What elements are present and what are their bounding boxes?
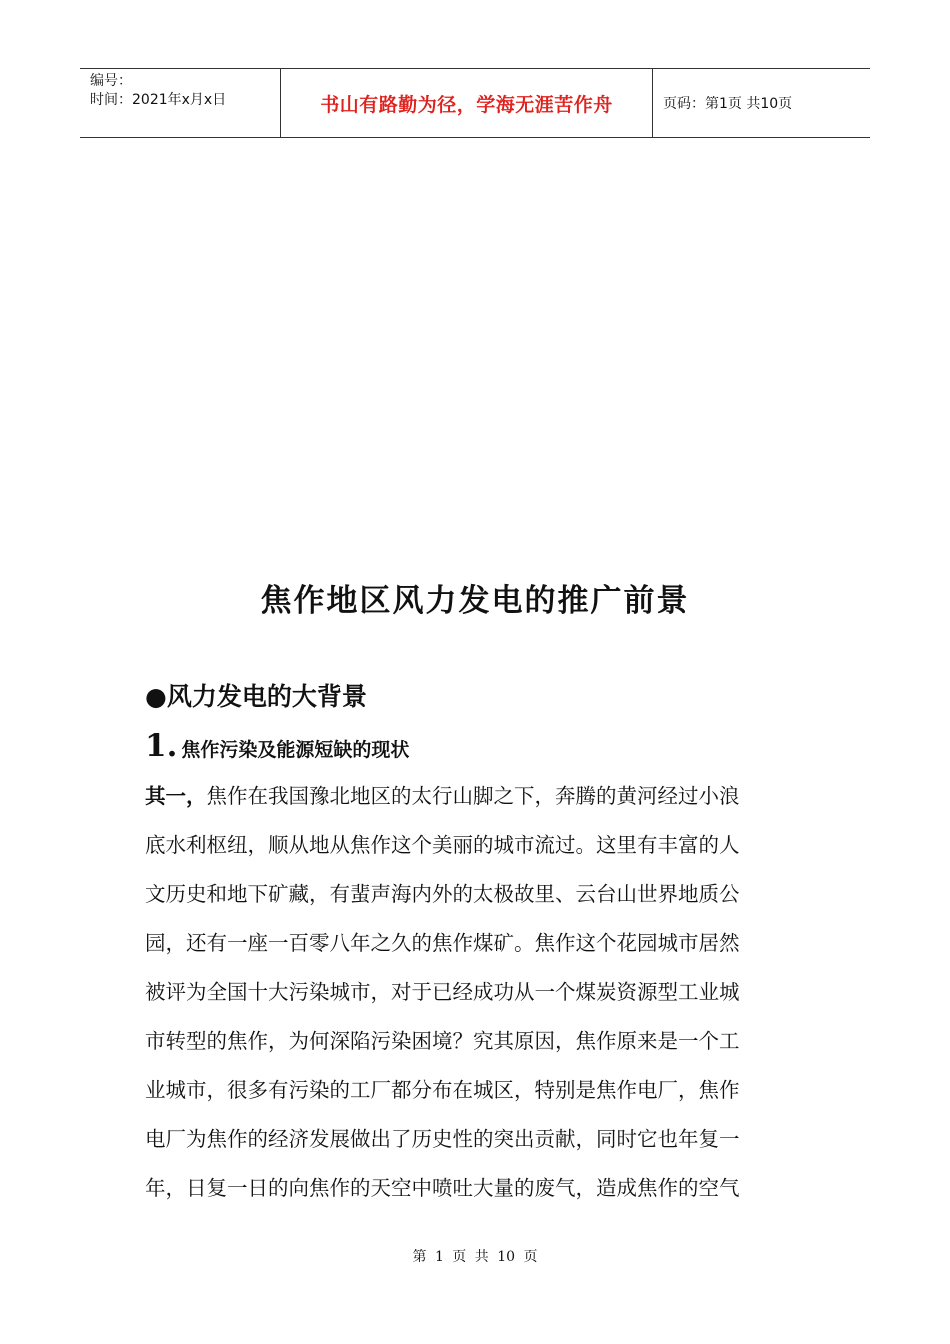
subheading [145, 728, 409, 764]
subheading-text: 焦作污染及能源短缺的现状 [181, 739, 410, 761]
section-heading: ●风力发电的大背景 [145, 682, 367, 711]
date-label: 时间：2021年x月x日 [90, 92, 227, 108]
serial-number-label: 编号： [90, 73, 132, 89]
page-footer: 第 1 页 共 10 页 [412, 1249, 538, 1265]
paragraph-line: 文历史和地下矿藏，有蜚声海内外的太极故里、云台山世界地质公 [145, 882, 740, 906]
header-meta-cell [80, 69, 281, 137]
paragraph-line: 电厂为焦作的经济发展做出了历史性的突出贡献，同时它也年复一 [145, 1127, 740, 1151]
paragraph-line: 业城市，很多有污染的工厂都分布在城区，特别是焦作电厂，焦作 [145, 1078, 740, 1102]
header-page-info: 页码：第1页 共10页 [663, 96, 793, 112]
paragraph-line: 被评为全国十大污染城市，对于已经成功从一个煤炭资源型工业城 [145, 980, 740, 1004]
header-table [80, 68, 870, 138]
paragraph-line-text: 焦作在我国豫北地区的太行山脚之下，奔腾的黄河经过小浪 [206, 784, 740, 808]
paragraph-line: 年，日复一日的向焦作的天空中喷吐大量的废气，造成焦作的空气 [145, 1176, 740, 1200]
header-motto: 书山有路勤为径，学海无涯苦作舟 [281, 69, 653, 137]
paragraph-line [145, 778, 810, 827]
paragraph-line: 底水利枢纽，顺从地从焦作这个美丽的城市流过。这里有丰富的人 [145, 833, 740, 857]
subheading-number: 1. [145, 728, 178, 764]
paragraph-lead: 其一， [145, 784, 207, 808]
paragraph-line: 园，还有一座一百零八年之久的焦作煤矿。焦作这个花园城市居然 [145, 931, 740, 955]
paragraph-line: 市转型的焦作，为何深陷污染困境？究其原因，焦作原来是一个工 [145, 1029, 740, 1053]
body-paragraph [145, 778, 810, 1219]
document-title: 焦作地区风力发电的推广前景 [260, 583, 690, 619]
